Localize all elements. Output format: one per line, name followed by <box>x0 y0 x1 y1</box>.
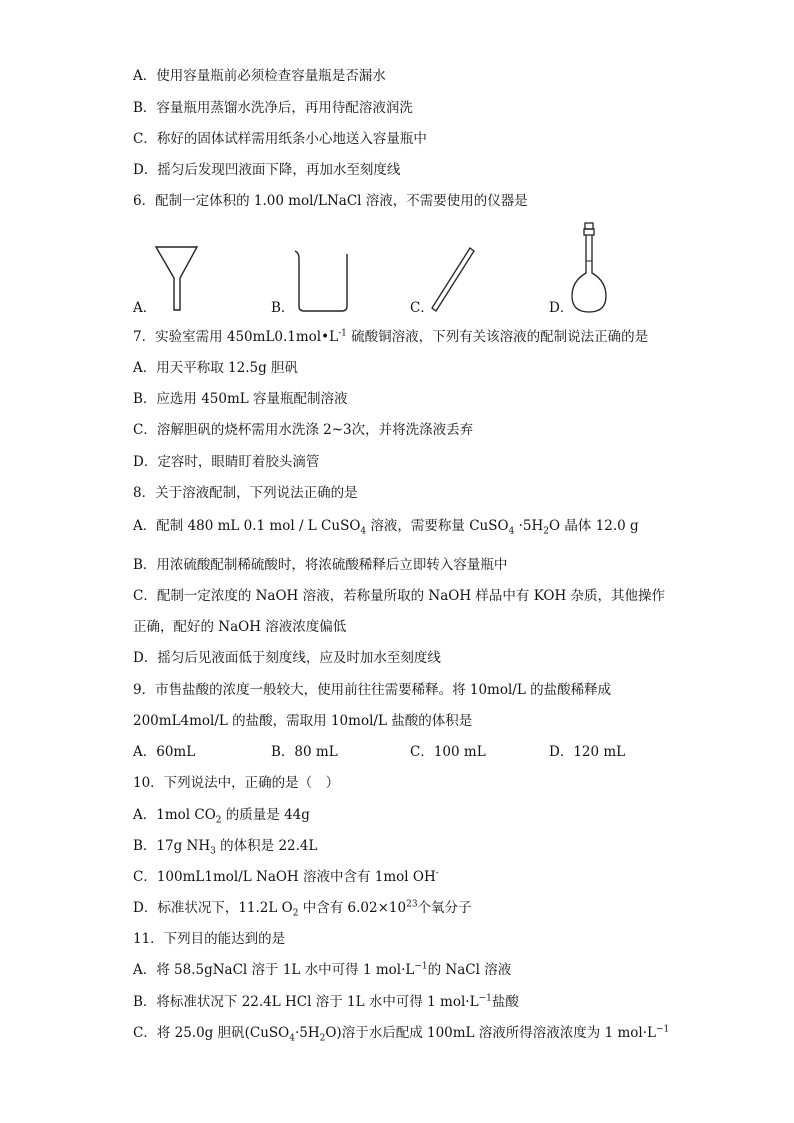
q5-option-a: A．使用容量瓶前必须检查容量瓶是否漏水 <box>133 68 386 84</box>
q8-stem: 8．关于溶液配制，下列说法正确的是 <box>133 485 358 501</box>
q6-option-a-label: A． <box>133 300 157 316</box>
q11-option-c: C．将 25.0g 胆矾$(CuSO_4\cdot 5H_2O)$溶于水后配成 100mL 溶液所得溶液浓度为 1 $mol\cdot L^{-1}$ <box>133 1024 670 1044</box>
q5-option-d: D．摇匀后发现凹液面下降，再加水至刻度线 <box>133 162 401 178</box>
q9-stem-line1: 9．市售盐酸的浓度一般较大，使用前往往需要稀释。将 10mol/L 的盐酸稀释成 <box>133 682 612 698</box>
q11-option-a: A．将 58.5gNaCl 溶于 1L 水中可得 1 $mol\cdot L^{-1}$的 NaCl 溶液 <box>133 961 512 978</box>
q7-option-b: B．应选用 450mL 容量瓶配制溶液 <box>133 391 348 407</box>
q10-option-a: A．1mol $CO_2$ 的质量是 44g <box>133 807 310 826</box>
q7-stem: 7．实验室需用 $450mL0.1mol•L^{-1}$ 硫酸铜溶液，下列有关该溶液的配制说法正确的是 <box>133 328 649 345</box>
q7-option-c: C．溶解胆矾的烧杯需用水洗涤 2~3次，并将洗涤液丢弃 <box>133 422 474 438</box>
q10-option-d: D．标准状况下，11.2L $O_2$ 中含有 $6.02\times 10^{23}$个氧分子 <box>133 899 472 919</box>
q6-option-b-label: B． <box>271 300 295 316</box>
beaker-icon <box>293 249 351 313</box>
q5-option-b: B．容量瓶用蒸馏水洗净后，再用待配溶液润洗 <box>133 100 413 116</box>
glass-rod-icon <box>428 245 478 313</box>
q7-option-a: A．用天平称取 12.5g 胆矾 <box>133 360 299 376</box>
volumetric-flask-icon <box>568 221 612 315</box>
q9-option-b: B．80 mL <box>271 744 338 760</box>
q10-option-b: B．17g $NH_3$ 的体积是 22.4L <box>133 838 318 857</box>
q9-stem-line2: 200mL4mol/L 的盐酸，需取用 10mol/L 盐酸的体积是 <box>133 713 473 729</box>
q9-option-a: A．60mL <box>133 744 196 760</box>
q7-option-d: D．定容时，眼睛盯着胶头滴管 <box>133 454 320 470</box>
q8-option-b: B．用浓硫酸配制稀硫酸时，将浓硫酸稀释后立即转入容量瓶中 <box>133 557 508 573</box>
q11-option-b: B．将标准状况下 22.4L HCl 溶于 1L 水中可得 1 $mol\cdot L^{-1}$盐酸 <box>133 993 519 1010</box>
q6-option-d-label: D． <box>549 300 574 316</box>
q10-stem: 10．下列说法中，正确的是（ ） <box>133 775 340 791</box>
q6-stem: 6．配制一定体积的 1.00 mol/LNaCl 溶液，不需要使用的仪器是 <box>133 193 528 209</box>
q10-option-c: C．100mL1mol/L NaOH 溶液中含有 1mol OH- <box>133 868 439 885</box>
q9-option-d: D．120 mL <box>549 744 626 760</box>
q9-option-c: C．100 mL <box>410 744 486 760</box>
funnel-icon <box>154 244 200 312</box>
q8-option-c-line2: 正确，配好的 NaOH 溶液浓度偏低 <box>133 619 347 635</box>
q8-option-c-line1: C．配制一定浓度的 NaOH 溶液，若称量所取的 NaOH 样品中有 KOH 杂质，其他操作 <box>133 588 666 604</box>
q8-option-a: A．配制 480 mL 0.1 mol / L CuSO$_4$ 溶液，需要称量 CuSO$_4$ $\cdot 5H_2O$ 晶体 12.0 g <box>133 518 639 537</box>
q5-option-c: C．称好的固体试样需用纸条小心地送入容量瓶中 <box>133 131 427 147</box>
q6-option-c-label: C． <box>410 300 434 316</box>
q11-stem: 11．下列目的能达到的是 <box>133 931 286 947</box>
q8-option-d: D．摇匀后见液面低于刻度线，应及时加水至刻度线 <box>133 650 441 666</box>
